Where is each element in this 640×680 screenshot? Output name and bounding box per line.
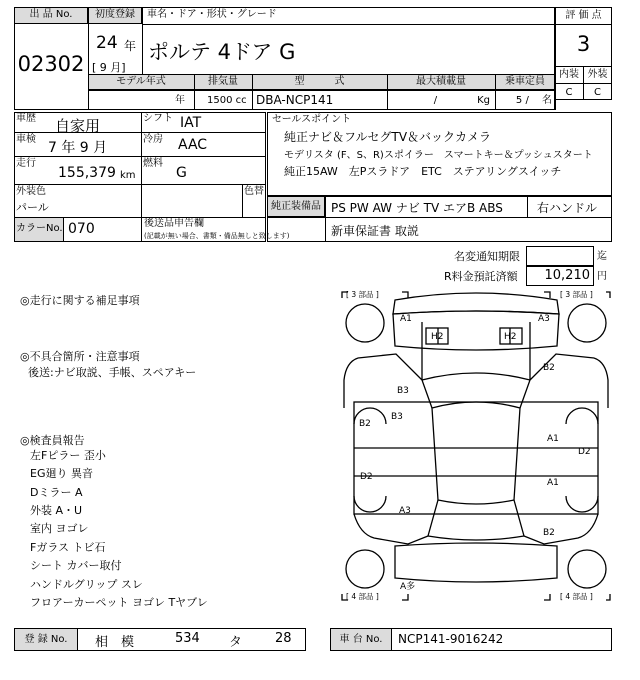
- mark-h2-left: H2: [431, 332, 444, 342]
- model-year-label: モデル年式: [116, 76, 166, 87]
- car-damage-diagram: [338, 288, 614, 604]
- inspection-value: 7 年 9 月: [48, 140, 108, 156]
- displacement-label: 排気量: [208, 76, 238, 87]
- chassis-value: NCP141-9016242: [398, 632, 504, 646]
- mark-a1-front: A1: [400, 314, 412, 324]
- exterior-score: C: [594, 87, 601, 98]
- car-name: ポルテ 4ドア G: [148, 40, 296, 64]
- lot-number: 02302: [17, 52, 85, 76]
- model-year-unit: 年: [175, 95, 185, 106]
- type-value: DBA-NCP141: [256, 93, 334, 107]
- ac-value: AAC: [178, 137, 208, 153]
- mark-a3-front: A3: [538, 314, 550, 324]
- recycle-unit: 円: [597, 271, 607, 282]
- color-label: 外装色: [16, 186, 46, 197]
- type-label: 型 式: [294, 76, 345, 87]
- interior-score: C: [565, 87, 573, 98]
- equipment-label: 純正装備品: [271, 201, 321, 212]
- tire-tl-label: [ 3 部品 ]: [346, 290, 379, 299]
- interior-label: 内装: [559, 69, 579, 80]
- defects-title: ◎不具合箇所・注意事項: [20, 350, 140, 363]
- history-label: 車歴: [16, 113, 36, 124]
- capacity-value: 5 / 名: [515, 95, 552, 106]
- after-label: 後送品申告欄: [144, 218, 204, 229]
- shift-value: IAT: [180, 115, 202, 131]
- mark-b2-left: B2: [359, 419, 371, 429]
- reg-class: 534: [175, 631, 200, 646]
- displacement-value: 1500 cc: [207, 95, 247, 106]
- color-no-label: カラーNo.: [16, 223, 63, 234]
- report-line-4: 外装 A・U: [30, 504, 83, 517]
- inspector-title: ◎検査員報告: [20, 434, 85, 447]
- mileage-value: 155,379: [58, 165, 116, 181]
- recycle-label: R料金預託済額: [444, 270, 518, 283]
- tire-br-label: [ 4 部品 ]: [560, 592, 593, 601]
- color-change-label: 色替: [244, 186, 264, 197]
- history-value: 自家用: [55, 117, 101, 135]
- report-line-7: シート カバー取付: [30, 559, 122, 572]
- mark-a3-left-lower: A3: [399, 506, 411, 516]
- report-line-6: Fガラス トビ石: [30, 541, 106, 554]
- report-line-9: フロアーカーペット ヨゴレ Tヤブレ: [30, 596, 208, 609]
- reg-number: 28: [275, 631, 292, 646]
- reg-kana: タ: [229, 635, 243, 650]
- shift-label: シフト: [143, 113, 173, 124]
- color-value: パール: [16, 201, 49, 214]
- mark-h2-right: H2: [504, 332, 517, 342]
- report-line-1: 左Fピラー 歪小: [30, 449, 106, 462]
- reg-area: 相 模: [95, 635, 135, 650]
- first-reg-month: [ 9 月]: [92, 61, 126, 74]
- mark-d2-left: D2: [360, 472, 373, 482]
- load-label: 最大積載量: [416, 76, 466, 87]
- mileage-label: 走行: [16, 158, 36, 169]
- sales-label: セールスポイント: [272, 114, 352, 125]
- fuel-label: 燃料: [143, 158, 163, 169]
- exterior-label: 外装: [587, 69, 608, 80]
- mark-b3-left-top: B3: [397, 386, 409, 396]
- mileage-unit: km: [120, 170, 136, 181]
- inspection-label: 車検: [16, 134, 36, 145]
- eval-score: 3: [576, 32, 591, 56]
- tire-tr-label: [ 3 部品 ]: [560, 290, 593, 299]
- color-no-value: 070: [68, 221, 95, 237]
- equipment-value: PS PW AW ナビ TV エアB ABS: [331, 201, 503, 215]
- handle-value: 右ハンドル: [537, 201, 598, 215]
- first-reg-label: 初度登録: [95, 9, 135, 20]
- sales-line-2: モデリスタ (F、S、R)スポイラー スマートキー＆プッシュスタート: [284, 150, 593, 161]
- defects-line: 後送:ナビ取説、手帳、スペアキー: [28, 366, 197, 379]
- mark-a1-right: A1: [547, 434, 559, 444]
- report-line-8: ハンドルグリップ スレ: [30, 578, 143, 591]
- first-reg-year: 24: [96, 33, 118, 53]
- report-line-2: EG廻り 異音: [30, 467, 93, 480]
- report-line-3: Dミラー A: [30, 486, 83, 499]
- first-reg-year-unit: 年: [124, 39, 137, 53]
- mark-b2-right-lower: B2: [543, 528, 555, 538]
- mark-b3-left: B3: [391, 412, 403, 422]
- sales-line-3: 純正15AW 左Pスラドア ETC ステアリングスイッチ: [284, 165, 562, 178]
- tire-bl-label: [ 4 部品 ]: [346, 592, 379, 601]
- fuel-value: G: [176, 165, 187, 181]
- after-note: (記載が無い場合、書類・備品無しと致します): [144, 232, 290, 240]
- capacity-label: 乗車定員: [505, 76, 545, 87]
- mark-b2-right-top: B2: [543, 363, 555, 373]
- recycle-value: 10,210: [544, 268, 590, 283]
- name-change-box: [526, 246, 594, 266]
- lot-label: 出 品 No.: [29, 9, 73, 20]
- car-name-label: 車名・ドア・形状・グレード: [147, 9, 277, 20]
- chassis-label: 車 台 No.: [339, 634, 383, 645]
- mark-d2-right: D2: [578, 447, 591, 457]
- name-change-label: 名変通知期限: [454, 250, 520, 263]
- warranty-value: 新車保証書 取説: [331, 224, 419, 238]
- name-change-unit: 迄: [597, 251, 607, 262]
- report-line-5: 室内 ヨゴレ: [30, 522, 89, 535]
- eval-label: 評 価 点: [565, 10, 602, 21]
- mark-a1-right-lower: A1: [547, 478, 559, 488]
- mark-a-many-rear: A多: [400, 582, 416, 592]
- driving-notes-title: ◎走行に関する補足事項: [20, 294, 140, 307]
- sales-line-1: 純正ナビ＆フルセグTV＆バックカメラ: [284, 130, 492, 144]
- load-value: / Kg: [433, 95, 490, 106]
- reg-label: 登 録 No.: [24, 634, 68, 645]
- ac-label: 冷房: [143, 134, 163, 145]
